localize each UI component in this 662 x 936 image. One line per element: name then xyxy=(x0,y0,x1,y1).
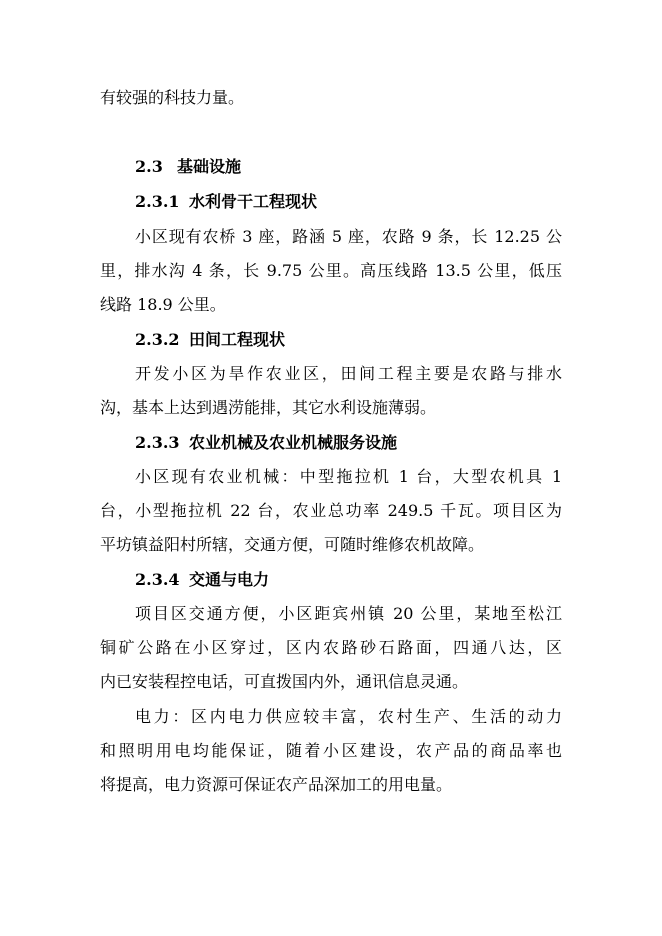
paragraph-line: 小区现有农桥 3 座，路涵 5 座，农路 9 条，长 12.25 公 xyxy=(135,227,562,246)
section-title: 基础设施 xyxy=(177,157,242,176)
subsection-heading xyxy=(135,570,535,590)
paragraph-line: 线路 18.9 公里。 xyxy=(100,295,226,314)
paragraph-line: 铜矿公路在小区穿过，区内农路砂石路面，四通八达，区 xyxy=(100,638,562,657)
paragraph-line: 内已安装程控电话，可直拨国内外，通讯信息灵通。 xyxy=(100,672,469,691)
paragraph-line: 小区现有农业机械：中型拖拉机 1 台，大型农机具 1 xyxy=(135,467,562,486)
paragraph-line: 和照明用电均能保证，随着小区建设，农产品的商品率也 xyxy=(100,741,562,760)
subsection-heading xyxy=(135,330,535,350)
paragraph-line: 里，排水沟 4 条，长 9.75 公里。高压线路 13.5 公里，低压 xyxy=(100,261,562,280)
paragraph-line: 项目区交通方便，小区距宾州镇 20 公里，某地至松江 xyxy=(135,604,562,623)
paragraph-line: 平坊镇益阳村所辖，交通方便，可随时维修农机故障。 xyxy=(100,535,485,554)
subsection-heading xyxy=(135,192,535,212)
subsection-title: 农业机械及农业机械服务设施 xyxy=(189,433,398,452)
subsection-number: 2.3.2 xyxy=(135,330,180,349)
subsection-title: 交通与电力 xyxy=(189,570,270,589)
section-heading xyxy=(135,157,535,177)
paragraph-line: 台，小型拖拉机 22 台，农业总功率 249.5 千瓦。项目区为 xyxy=(100,501,562,520)
subsection-number: 2.3.1 xyxy=(135,192,180,211)
paragraph-line: 沟，基本上达到遇涝能排，其它水利设施薄弱。 xyxy=(100,398,437,417)
section-number: 2.3 xyxy=(135,157,163,176)
paragraph-line: 电力：区内电力供应较丰富，农村生产、生活的动力 xyxy=(135,707,562,726)
carry-over-line: 有较强的科技力量。 xyxy=(100,88,245,107)
subsection-title: 田间工程现状 xyxy=(189,330,286,349)
subsection-number: 2.3.3 xyxy=(135,433,180,452)
subsection-heading xyxy=(135,433,535,453)
subsection-number: 2.3.4 xyxy=(135,570,180,589)
paragraph-line: 将提高，电力资源可保证农产品深加工的用电量。 xyxy=(100,775,453,794)
subsection-title: 水利骨干工程现状 xyxy=(189,192,318,211)
paragraph-line: 开发小区为旱作农业区，田间工程主要是农路与排水 xyxy=(135,364,562,383)
